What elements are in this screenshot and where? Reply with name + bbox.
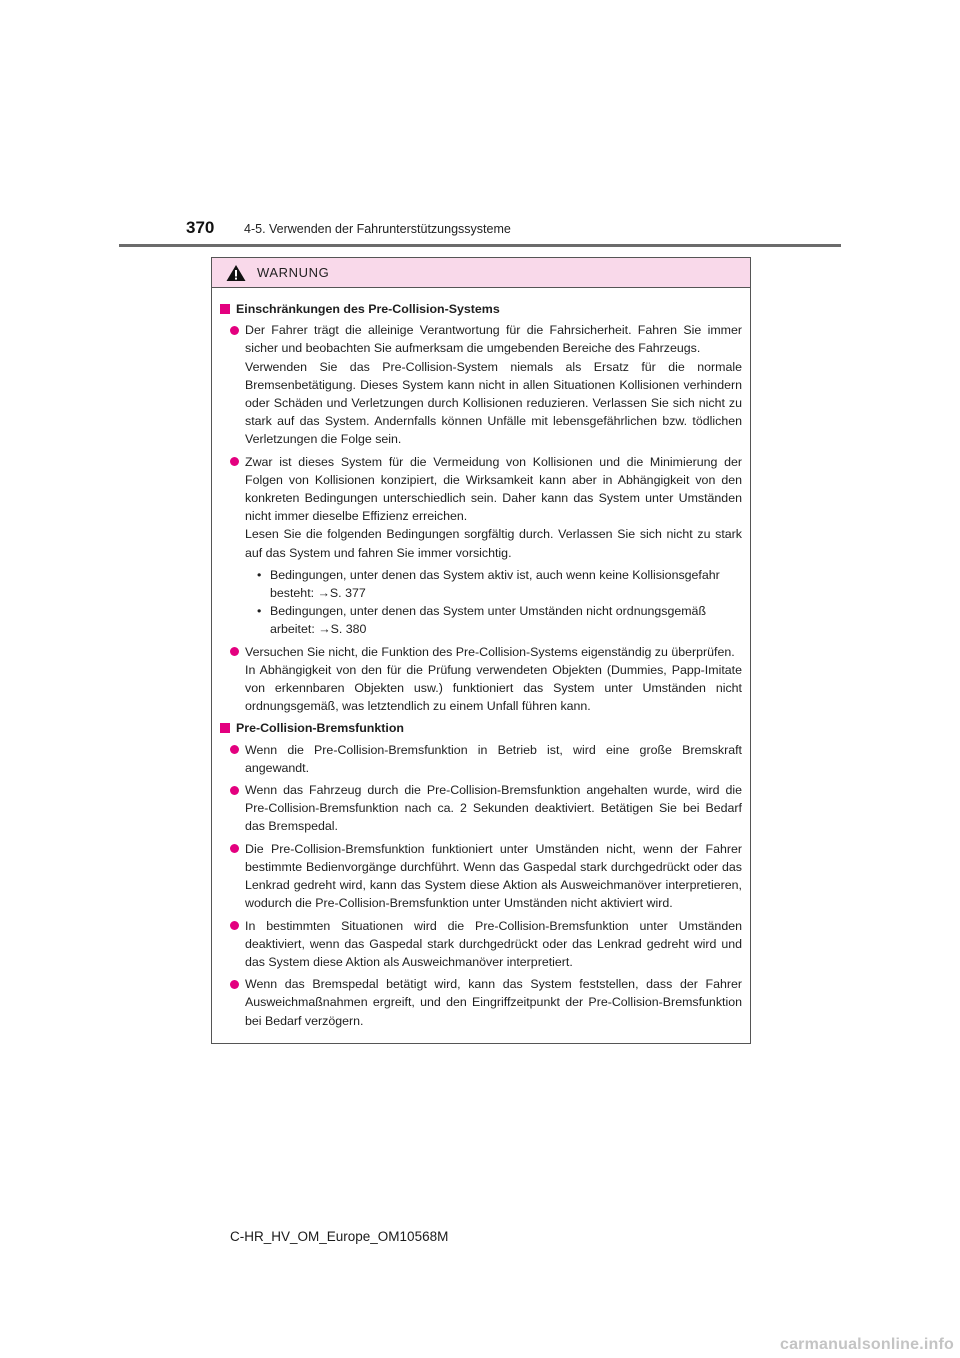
reference-text: Bedingungen, unter denen das System unter Umständen nicht ordnungsgemäß arbeitet: →S. 380 [270,604,707,637]
watermark-text: carmanualsonline.info [779,1336,954,1353]
paragraph: Lesen Sie die folgenden Bedingungen sorgfältig durch. Verlassen Sie sich nicht zu stark auf das System und fahren Sie immer vorsichtig. [245,527,742,560]
square-bullet-icon [220,723,230,733]
header-divider [119,244,841,247]
warning-item [220,781,742,836]
paragraph: Der Fahrer trägt die alleinige Verantwortung für die Fahrsicherheit. Fahren Sie immer sicher und beobachten Sie aufmerksam die umgebenden Bereiche des Fahrzeugs. [245,323,742,356]
section-heading [220,719,742,737]
reference-item [245,602,742,638]
warning-item-text [245,781,742,836]
warning-item [220,917,742,972]
paragraph: Verwenden Sie das Pre-Collision-System niemals als Ersatz für die normale Bremsenbetätigung. Dieses System kann nicht in allen Situationen Kollisionen verhindern oder Schäden und Verletzungen durch Kollisionen reduzieren. Verlassen Sie sich nicht zu stark auf das System. Andernfalls können Unfälle mit lebensgefährlichen bzw. tödlichen Verletzungen die Folge sein. [245,359,742,447]
warning-header [212,258,750,288]
dot-bullet-icon: • [257,604,262,619]
paragraph: In bestimmten Situationen wird die Pre-Collision-Bremsfunktion unter Umständen deaktiviert, wenn das Gaspedal stark durchgedrückt oder das Lenkrad gedreht wird und das System diese Aktion als Ausweichmanöver interpretiert. [245,918,742,969]
warning-item [220,453,742,639]
warning-item [220,321,742,448]
warning-body [212,288,750,1043]
warning-title: WARNUNG [257,265,330,280]
warning-item-text [245,321,742,448]
paragraph: Zwar ist dieses System für die Vermeidung von Kollisionen und die Minimierung der Folgen von Kollisionen konzipiert, die Wirksamkeit kann aber in Abhängigkeit von den konkreten Bedingungen unterschiedlich sein. Daher kann das System unter Umständen nicht immer dieselbe Effizienz erreichen. [245,454,742,524]
warning-item [220,643,742,716]
circle-bullet-icon [230,647,239,656]
circle-bullet-icon [230,326,239,335]
paragraph: Versuchen Sie nicht, die Funktion des Pre-Collision-Systems eigenständig zu überprüfen. [245,644,735,659]
warning-item-text [245,840,742,913]
circle-bullet-icon [230,844,239,853]
warning-item [220,741,742,777]
circle-bullet-icon [230,921,239,930]
section-heading [220,300,742,318]
paragraph: Wenn die Pre-Collision-Bremsfunktion in Betrieb ist, wird eine große Bremskraft angewandt. [245,742,742,775]
warning-item-text [245,741,742,777]
warning-item [220,840,742,913]
warning-item-text [245,917,742,972]
circle-bullet-icon [230,786,239,795]
paragraph: In Abhängigkeit von den für die Prüfung verwendeten Objekten (Dummies, Papp-Imitate von erkennbaren Objekten usw.) funktioniert das System unter Umständen nicht ordnungsgemäß, was letztendlich zu einem Unfall führen kann. [245,662,742,714]
warning-item-text [245,453,742,639]
circle-bullet-icon [230,745,239,754]
warning-item-text [245,975,742,1030]
paragraph: Wenn das Bremspedal betätigt wird, kann das System feststellen, dass der Fahrer Ausweichmaßnahmen ergreift, und den Eingriffzeitpunkt der Pre-Collision-Bremsfunktion bei Bedarf verzögern. [245,977,742,1028]
dot-bullet-icon: • [257,567,262,582]
reference-list [245,566,742,639]
section-heading-text: Pre-Collision-Bremsfunktion [236,721,404,736]
section-heading-text: Einschränkungen des Pre-Collision-Systems [236,302,500,316]
paragraph: Wenn das Fahrzeug durch die Pre-Collision-Bremsfunktion angehalten wurde, wird die Pre-Collision-Bremsfunktion nach ca. 2 Sekunden deaktiviert. Betätigen Sie bei Bedarf das Bremspedal. [245,783,742,834]
page-number: 370 [186,218,215,237]
circle-bullet-icon [230,980,239,989]
warning-triangle-icon [226,264,246,282]
warning-item [220,975,742,1030]
warning-box [211,257,751,1044]
section-title: 4-5. Verwenden der Fahrunterstützungssysteme [244,222,511,236]
circle-bullet-icon [230,457,239,466]
document-code: C-HR_HV_OM_Europe_OM10568M [230,1229,449,1244]
reference-item [245,566,742,602]
reference-text: Bedingungen, unter denen das System aktiv ist, auch wenn keine Kollisionsgefahr besteht: →S. 377 [270,567,720,601]
paragraph: Die Pre-Collision-Bremsfunktion funktioniert unter Umständen nicht, wenn der Fahrer bestimmte Bedienvorgänge durchführt. Wenn das Gaspedal stark durchgedrückt oder das Lenkrad gedreht wird, kann das System diese Aktion als Ausweichmanöver interpretieren, wodurch die Pre-Collision-Bremsfunktion unter Umständen nicht aktiviert wird. [245,841,742,911]
warning-item-text [245,643,742,716]
square-bullet-icon [220,304,230,314]
